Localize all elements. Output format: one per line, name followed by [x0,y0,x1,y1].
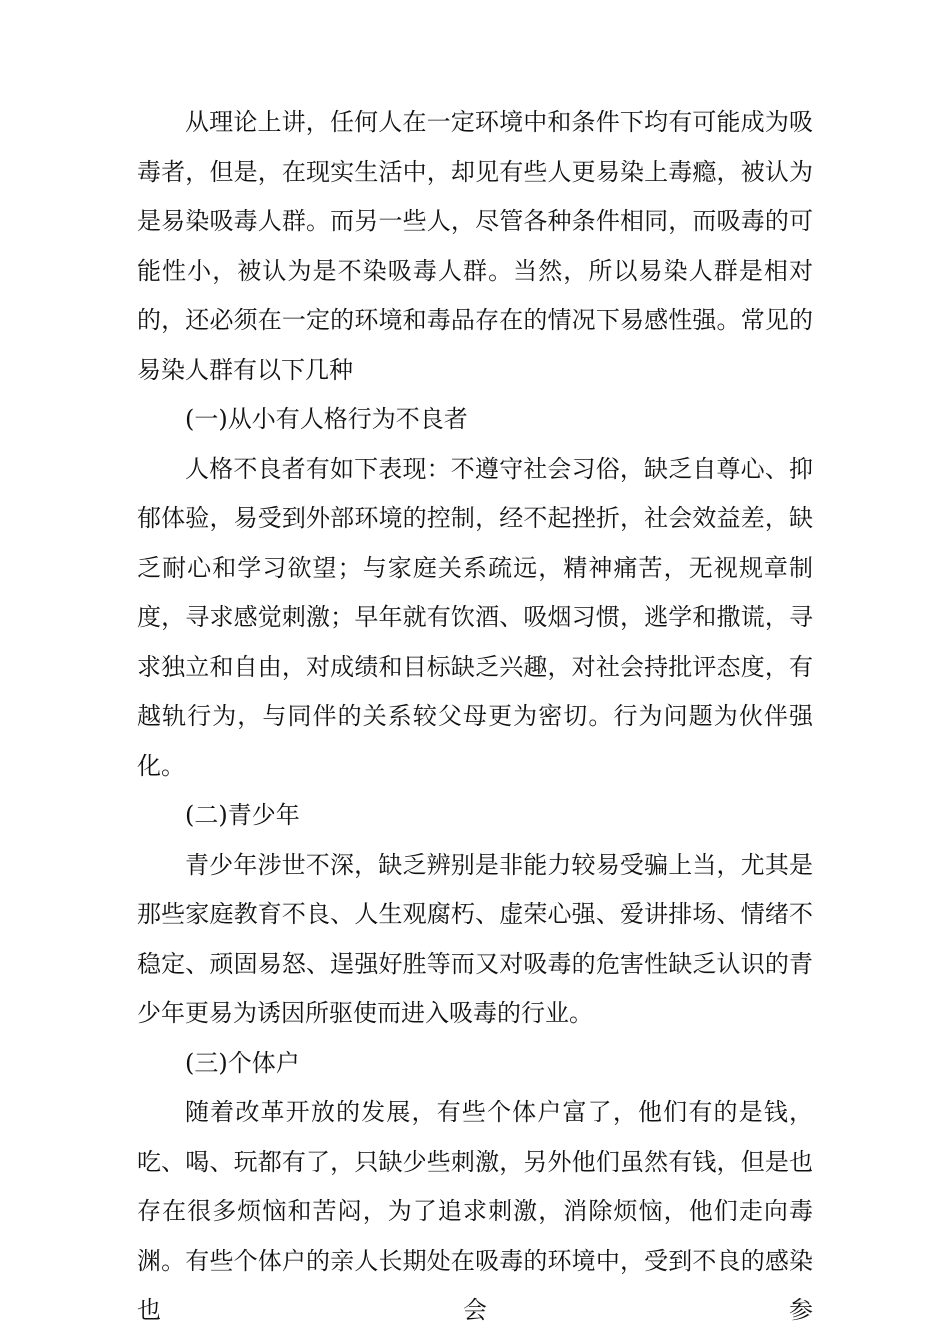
paragraph-youth: 青少年涉世不深，缺乏辨别是非能力较易受骗上当，尤其是那些家庭教育不良、人生观腐朽、虚荣心强、爱讲排场、情绪不稳定、顽固易怒、逞强好胜等而又对吸毒的危害性缺乏认识的青少年更易为诱因所驱使而进入吸毒的行业。 [137,850,813,1027]
paragraph-intro: 从理论上讲，任何人在一定环境中和条件下均有可能成为吸毒者，但是，在现实生活中，却见有些人更易染上毒瘾，被认为是易染吸毒人群。而另一些人，尽管各种条件相同，而吸毒的可能性小，被认为是不染吸毒人群。当然，所以易染人群是相对的，还必须在一定的环境和毒品存在的情况下易感性强。常见的易染人群有以下几种 [137,108,813,384]
document-body [137,98,813,1336]
section-heading-2: (二)青少年 [185,801,300,829]
section-heading-3: (三)个体户 [185,1048,300,1077]
paragraph-personality: 人格不良者有如下表现：不遵守社会习俗，缺乏自尊心、抑郁体验，易受到外部环境的控制，经不起挫折，社会效益差，缺乏耐心和学习欲望；与家庭关系疏远，精神痛苦，无视规章制度，寻求感觉刺激；早年就有饮酒、吸烟习惯，逃学和撒谎，寻求独立和自由，对成绩和目标缺乏兴趣，对社会持批评态度，有越轨行为，与同伴的关系较父母更为密切。行为问题为伙伴强化。 [137,454,813,780]
paragraph-self-employed: 随着改革开放的发展，有些个体户富了，他们有的是钱，吃、喝、玩都有了，只缺少些刺激，另外他们虽然有钱，但是也存在很多烦恼和苦闷，为了追求刺激，消除烦恼，他们走向毒渊。有些个体户的亲人长期处在吸毒的环境中，受到不良的感染也会参 [137,1098,813,1324]
section-heading-1: (一)从小有人格行为不良者 [185,405,468,433]
